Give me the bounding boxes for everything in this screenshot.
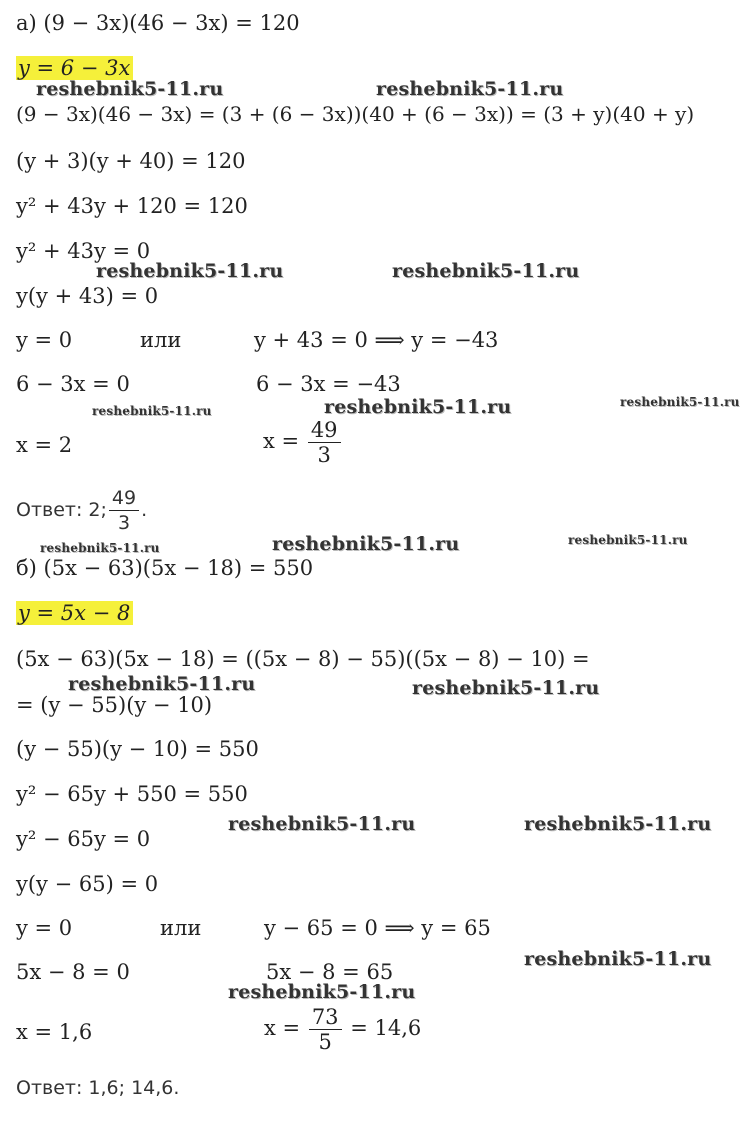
part-b-back2: 5x − 8 = 65 [266, 960, 394, 984]
part-b-eq1: (y − 55)(y − 10) = 550 [16, 737, 259, 761]
part-a-root2-prefix: x = [263, 429, 300, 453]
part-b-eq2: y² − 65y + 550 = 550 [16, 782, 248, 806]
watermark: reshebnik5-11.ru [40, 541, 160, 555]
part-b-eq3: y² − 65y = 0 [16, 827, 151, 851]
part-a-case1: y = 0 [16, 328, 73, 352]
watermark: reshebnik5-11.ru [524, 948, 712, 970]
part-a-transform: (9 − 3x)(46 − 3x) = (3 + (6 − 3x))(40 + (6 − 3x)) = (3 + y)(40 + y) [16, 102, 695, 126]
watermark: reshebnik5-11.ru [228, 813, 416, 835]
watermark: reshebnik5-11.ru [620, 395, 740, 409]
part-a-root2-numerator: 49 [308, 418, 341, 443]
part-a-answer-denominator: 3 [117, 512, 131, 534]
watermark: reshebnik5-11.ru [524, 813, 712, 835]
part-b-back1: 5x − 8 = 0 [16, 960, 130, 984]
watermark: reshebnik5-11.ru [228, 981, 416, 1003]
part-a-eq1: (y + 3)(y + 40) = 120 [16, 149, 246, 173]
part-b-substitution: y = 5x − 8 [16, 601, 133, 625]
watermark: reshebnik5-11.ru [392, 260, 580, 282]
part-a-back2: 6 − 3x = −43 [256, 372, 401, 396]
watermark: reshebnik5-11.ru [92, 404, 212, 418]
part-a-eq2: y² + 43y + 120 = 120 [16, 194, 248, 218]
part-a-answer [16, 486, 147, 535]
part-a-or: или [140, 328, 182, 352]
part-b-root1: x = 1,6 [16, 1020, 93, 1044]
watermark: reshebnik5-11.ru [324, 396, 512, 418]
part-a-answer-numerator: 49 [109, 486, 139, 511]
part-b-answer: Ответ: 1,6; 14,6. [16, 1077, 180, 1099]
part-a-substitution: y = 6 − 3x [16, 56, 133, 80]
part-b-or: или [160, 916, 202, 940]
part-a-answer-suffix: . [141, 499, 148, 521]
part-b-root2 [264, 1005, 421, 1054]
part-b-root2-prefix: x = [264, 1016, 301, 1040]
watermark: reshebnik5-11.ru [36, 78, 224, 100]
part-a-root2-fraction [308, 418, 341, 467]
part-a-back1: 6 − 3x = 0 [16, 372, 130, 396]
watermark: reshebnik5-11.ru [272, 533, 460, 555]
part-b-eq4: y(y − 65) = 0 [16, 872, 159, 896]
watermark: reshebnik5-11.ru [376, 78, 564, 100]
part-a-title: а) (9 − 3x)(46 − 3x) = 120 [16, 11, 300, 35]
part-b-root2-numerator: 73 [309, 1005, 342, 1030]
watermark: reshebnik5-11.ru [68, 673, 256, 695]
part-a-root1: x = 2 [16, 433, 73, 457]
part-b-root2-denominator: 5 [318, 1030, 332, 1054]
part-b-root2-suffix: = 14,6 [350, 1016, 422, 1040]
watermark: reshebnik5-11.ru [412, 677, 600, 699]
part-a-case2: y + 43 = 0 ⟹ y = −43 [254, 328, 499, 352]
part-a-answer-fraction [109, 486, 139, 535]
part-a-eq3: y² + 43y = 0 [16, 239, 151, 263]
part-b-root2-fraction [309, 1005, 342, 1054]
part-b-case2: y − 65 = 0 ⟹ y = 65 [264, 916, 491, 940]
part-a-root2 [263, 418, 343, 467]
part-b-title: б) (5x − 63)(5x − 18) = 550 [16, 556, 314, 580]
part-a-root2-denominator: 3 [317, 443, 331, 467]
part-b-case1: y = 0 [16, 916, 73, 940]
part-b-transform2: = (y − 55)(y − 10) [16, 693, 213, 717]
part-a-eq4: y(y + 43) = 0 [16, 284, 159, 308]
part-a-answer-prefix: Ответ: 2; [16, 499, 107, 521]
watermark: reshebnik5-11.ru [568, 533, 688, 547]
watermark: reshebnik5-11.ru [96, 260, 284, 282]
part-b-transform1: (5x − 63)(5x − 18) = ((5x − 8) − 55)((5x − 8) − 10) = [16, 647, 590, 671]
